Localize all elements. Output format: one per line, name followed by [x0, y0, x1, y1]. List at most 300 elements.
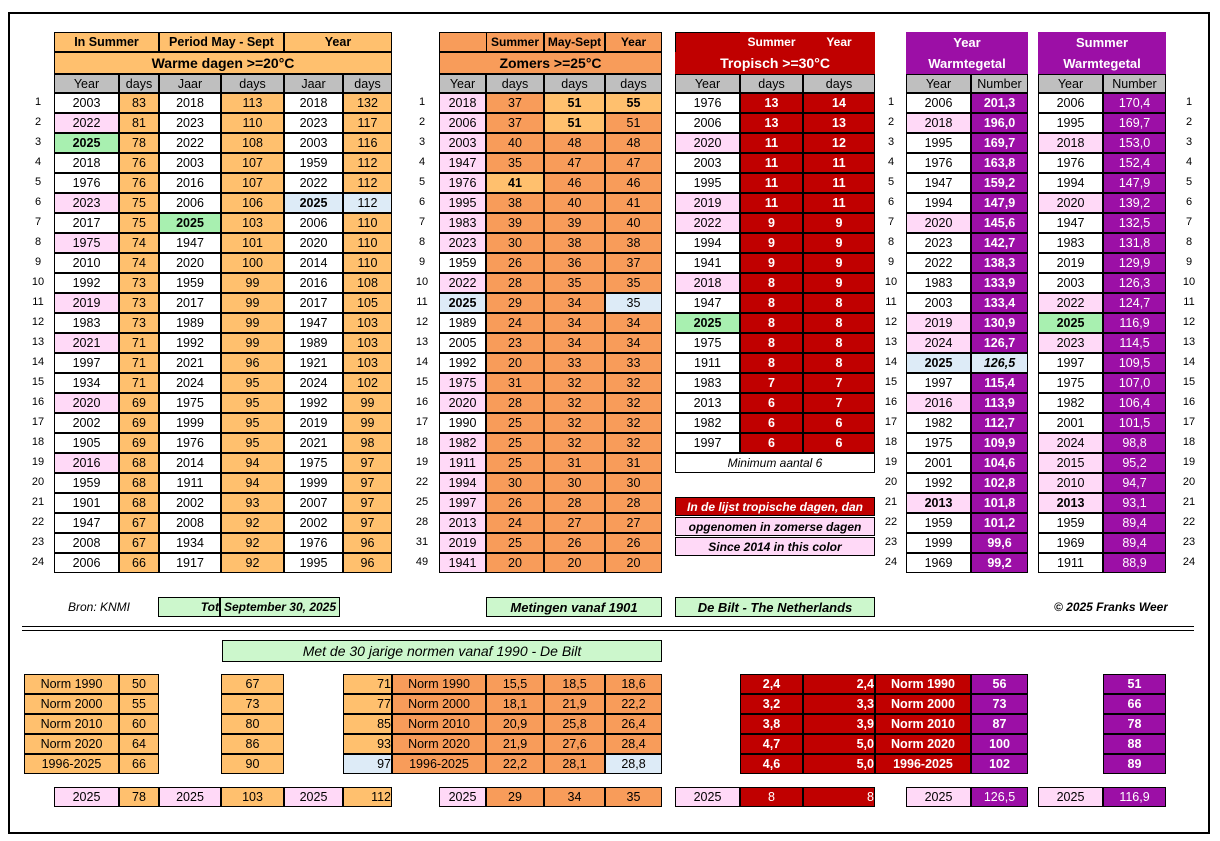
table-cell: 87 [971, 714, 1028, 734]
table-cell: 69 [119, 413, 159, 433]
table-cell: 1934 [159, 533, 221, 553]
table-cell: 1947 [439, 153, 486, 173]
column-header: days [544, 74, 605, 93]
norm-label: Norm 1990 [24, 674, 119, 694]
row-number: 7 [1185, 216, 1193, 228]
table-cell: 2014 [159, 453, 221, 473]
table-cell: 8 [803, 353, 875, 373]
row-number: 10 [415, 276, 429, 288]
table-cell: 112 [343, 193, 392, 213]
table-cell: 3,9 [803, 714, 875, 734]
table-cell: 88,9 [1103, 553, 1166, 573]
table-cell: 27 [605, 513, 662, 533]
table-cell: 55 [119, 694, 159, 714]
row-number: 20 [1182, 476, 1196, 488]
table-cell: 1992 [159, 333, 221, 353]
table-cell: 1995 [439, 193, 486, 213]
row-number: 2 [34, 116, 42, 128]
table-cell: 106 [221, 193, 284, 213]
table-cell: 74 [119, 233, 159, 253]
table-cell: In Summer [54, 32, 159, 52]
table-cell: 2018 [439, 93, 486, 113]
table-cell: 2020 [439, 393, 486, 413]
table-cell: 78 [1103, 714, 1166, 734]
table-cell: 2025 [906, 787, 971, 807]
table-cell: 2019 [906, 313, 971, 333]
table-cell: 112 [343, 153, 392, 173]
table-cell: 32 [605, 413, 662, 433]
row-number: 3 [34, 136, 42, 148]
table-cell: 145,6 [971, 213, 1028, 233]
table-cell: 2025 [159, 787, 221, 807]
table-cell: 32 [605, 393, 662, 413]
table-cell: 1995 [1038, 113, 1103, 133]
table-cell: 99 [221, 273, 284, 293]
table-cell: 50 [119, 674, 159, 694]
norm-label: Norm 2000 [875, 694, 971, 714]
table-cell: 2013 [906, 493, 971, 513]
norm-label: Norm 2020 [24, 734, 119, 754]
table-cell: 7 [803, 393, 875, 413]
table-cell: 103 [343, 353, 392, 373]
table-cell: 80 [221, 714, 284, 734]
table-cell: 100 [221, 253, 284, 273]
table-cell: 88 [1103, 734, 1166, 754]
table-cell: 2019 [54, 293, 119, 313]
table-cell: 26 [605, 533, 662, 553]
legend-zomer: opgenomen in zomerse dagen [675, 517, 875, 536]
table-cell: 86 [221, 734, 284, 754]
table-cell: 130,9 [971, 313, 1028, 333]
table-cell: 103 [221, 787, 284, 807]
table-cell: 124,7 [1103, 293, 1166, 313]
row-number: 5 [887, 176, 895, 188]
table-cell: 131,8 [1103, 233, 1166, 253]
table-cell: 2006 [1038, 93, 1103, 113]
copyright: © 2025 Franks Weer [1053, 600, 1168, 614]
table-cell: 99 [343, 393, 392, 413]
table-cell: 28 [605, 493, 662, 513]
table-cell: 75 [119, 213, 159, 233]
row-number: 9 [34, 256, 42, 268]
table-cell: 26 [486, 253, 544, 273]
table-cell: 2016 [54, 453, 119, 473]
tot-label: Tot [158, 597, 220, 617]
table-cell: 40 [605, 213, 662, 233]
table-cell: 2022 [159, 133, 221, 153]
table-cell: 73 [119, 273, 159, 293]
table-cell: 22,2 [605, 694, 662, 714]
table-cell: 2017 [54, 213, 119, 233]
table-cell: 24 [486, 313, 544, 333]
table-cell: 2003 [159, 153, 221, 173]
table-cell: 1976 [284, 533, 343, 553]
table-cell: 2019 [284, 413, 343, 433]
table-cell: 2024 [284, 373, 343, 393]
table-cell: 69 [119, 393, 159, 413]
table-cell: 2025 [1038, 787, 1103, 807]
table-cell: 51 [605, 113, 662, 133]
table-cell: 109,9 [971, 433, 1028, 453]
row-number: 4 [418, 156, 426, 168]
row-number: 19 [415, 456, 429, 468]
row-number: 18 [415, 436, 429, 448]
row-number: 49 [415, 556, 429, 568]
table-cell: 3,2 [740, 694, 803, 714]
table-cell: 1999 [159, 413, 221, 433]
table-cell: 1983 [675, 373, 740, 393]
table-cell: 2006 [54, 553, 119, 573]
row-number: 4 [1185, 156, 1193, 168]
table-cell: 11 [803, 193, 875, 213]
table-cell: 26 [544, 533, 605, 553]
table-cell: Period May - Sept [159, 32, 284, 52]
table-cell: 73 [221, 694, 284, 714]
row-number: 5 [34, 176, 42, 188]
table-cell: 2025 [675, 313, 740, 333]
row-number: 1 [34, 96, 42, 108]
table-cell: 107,0 [1103, 373, 1166, 393]
row-number: 4 [887, 156, 895, 168]
table-cell: 2006 [675, 113, 740, 133]
table-cell: 2025 [284, 193, 343, 213]
table-cell: 2008 [159, 513, 221, 533]
table-cell: 112 [343, 173, 392, 193]
table-cell: 126,5 [971, 353, 1028, 373]
table-cell: 32 [544, 393, 605, 413]
table-cell: 110 [343, 213, 392, 233]
table-cell: 93,1 [1103, 493, 1166, 513]
table-cell: 2025 [439, 787, 486, 807]
table-cell: 2010 [1038, 473, 1103, 493]
row-number: 15 [1182, 376, 1196, 388]
table-cell: 1959 [439, 253, 486, 273]
table-cell: 2014 [284, 253, 343, 273]
table-cell: 2006 [439, 113, 486, 133]
table-cell: 2010 [54, 253, 119, 273]
table-cell: 8 [740, 313, 803, 333]
separator-line [22, 626, 1194, 627]
table-cell: 102,8 [971, 473, 1028, 493]
table-cell: 2001 [906, 453, 971, 473]
table-cell: 37 [605, 253, 662, 273]
table-cell: 99,6 [971, 533, 1028, 553]
row-number: 3 [1185, 136, 1193, 148]
table-cell: 8 [803, 293, 875, 313]
table-cell: 2025 [284, 787, 343, 807]
column-header: Number [1103, 74, 1166, 93]
column-header: Jaar [284, 74, 343, 93]
row-number: 19 [884, 456, 898, 468]
table-cell: 18,1 [486, 694, 544, 714]
table-cell: 18,6 [605, 674, 662, 694]
table-cell: 2013 [675, 393, 740, 413]
row-number: 12 [415, 316, 429, 328]
table-cell: 28,1 [544, 754, 605, 774]
table-cell: 1976 [1038, 153, 1103, 173]
row-number: 17 [1182, 416, 1196, 428]
table-cell: 11 [803, 153, 875, 173]
table-cell: 2002 [159, 493, 221, 513]
row-number: 25 [415, 496, 429, 508]
table-cell: 1975 [1038, 373, 1103, 393]
table-cell: 112 [343, 787, 392, 807]
table-cell: 1995 [906, 133, 971, 153]
row-number: 6 [1185, 196, 1193, 208]
row-number: 6 [887, 196, 895, 208]
table-cell: 2023 [1038, 333, 1103, 353]
table-cell: 1975 [159, 393, 221, 413]
row-number: 7 [34, 216, 42, 228]
row-number: 12 [1182, 316, 1196, 328]
table-cell: 2024 [906, 333, 971, 353]
table-cell: 1947 [906, 173, 971, 193]
table-cell: 96 [343, 553, 392, 573]
table-cell: 9 [740, 233, 803, 253]
table-cell: 6 [803, 413, 875, 433]
table-cell: 1983 [906, 273, 971, 293]
table-cell: 89 [1103, 754, 1166, 774]
norm-label: Norm 2020 [392, 734, 486, 754]
table-cell: 96 [221, 353, 284, 373]
row-number: 22 [884, 516, 898, 528]
table-cell: 35 [605, 787, 662, 807]
table-cell: 2006 [284, 213, 343, 233]
table-cell: 1982 [906, 413, 971, 433]
row-number: 21 [31, 496, 45, 508]
table-cell: 20,9 [486, 714, 544, 734]
table-cell: 1959 [159, 273, 221, 293]
table-cell: 35 [486, 153, 544, 173]
table-cell: 108 [221, 133, 284, 153]
row-number: 28 [415, 516, 429, 528]
table-cell: 2018 [1038, 133, 1103, 153]
metingen-label: Metingen vanaf 1901 [486, 597, 662, 617]
table-cell: 2022 [1038, 293, 1103, 313]
table-cell: 28,4 [605, 734, 662, 754]
row-number: 7 [418, 216, 426, 228]
table-cell: 2019 [439, 533, 486, 553]
location-label: De Bilt - The Netherlands [675, 597, 875, 617]
table-cell: 71 [343, 674, 392, 694]
table-cell: 24 [486, 513, 544, 533]
table-cell: 126,3 [1103, 273, 1166, 293]
table-cell: 2023 [439, 233, 486, 253]
row-number: 6 [418, 196, 426, 208]
table-cell: 92 [221, 513, 284, 533]
table-cell: 103 [221, 213, 284, 233]
row-number: 8 [34, 236, 42, 248]
row-number: 20 [884, 476, 898, 488]
table-cell: 1982 [1038, 393, 1103, 413]
table-cell: 7 [740, 373, 803, 393]
table-cell: 152,4 [1103, 153, 1166, 173]
table-cell: 201,3 [971, 93, 1028, 113]
table-cell: 2025 [675, 787, 740, 807]
row-number: 24 [884, 556, 898, 568]
table-cell: 2021 [54, 333, 119, 353]
table-cell: 2022 [906, 253, 971, 273]
table-cell: 147,9 [1103, 173, 1166, 193]
table-cell: 22,2 [486, 754, 544, 774]
table-cell: 41 [486, 173, 544, 193]
table-cell: 28 [486, 393, 544, 413]
table-cell: 30 [486, 473, 544, 493]
table-cell: 20 [486, 353, 544, 373]
table-cell: 5,0 [803, 734, 875, 754]
table-cell: 2016 [906, 393, 971, 413]
table-cell: 138,3 [971, 253, 1028, 273]
table-cell: 11 [803, 173, 875, 193]
table-cell: 1941 [439, 553, 486, 573]
row-number: 13 [884, 336, 898, 348]
table-cell: 33 [544, 353, 605, 373]
column-header: days [119, 74, 159, 93]
row-number: 6 [34, 196, 42, 208]
table-cell: 1911 [439, 453, 486, 473]
table-cell: 1992 [439, 353, 486, 373]
table-cell: 169,7 [1103, 113, 1166, 133]
table-cell: 5,0 [803, 754, 875, 774]
table-cell: 2022 [439, 273, 486, 293]
row-number: 17 [31, 416, 45, 428]
table-cell: 109,5 [1103, 353, 1166, 373]
table-cell: 1994 [439, 473, 486, 493]
table-cell: 1934 [54, 373, 119, 393]
table-cell: 73 [971, 694, 1028, 714]
column-header: days [605, 74, 662, 93]
table-cell: 105 [343, 293, 392, 313]
table-cell: 68 [119, 453, 159, 473]
table-cell: 110 [343, 233, 392, 253]
table-cell: 41 [605, 193, 662, 213]
table-cell: 40 [544, 193, 605, 213]
table-cell: 78 [119, 787, 159, 807]
table-cell: 98,8 [1103, 433, 1166, 453]
table-cell: 68 [119, 473, 159, 493]
row-number: 8 [887, 236, 895, 248]
table-cell: 2020 [159, 253, 221, 273]
table-cell: 9 [740, 253, 803, 273]
table-cell: 37 [486, 93, 544, 113]
table-cell: 1997 [54, 353, 119, 373]
row-number: 16 [31, 396, 45, 408]
row-number: 2 [1185, 116, 1193, 128]
norm-label: 1996-2025 [24, 754, 119, 774]
table-cell: 1905 [54, 433, 119, 453]
row-number: 10 [884, 276, 898, 288]
table-cell: 34 [544, 333, 605, 353]
table-cell: 23 [486, 333, 544, 353]
table-cell: 99 [221, 293, 284, 313]
table-cell: 1994 [906, 193, 971, 213]
table-cell: 25 [486, 453, 544, 473]
table-cell: 1947 [159, 233, 221, 253]
table-cell: 2025 [906, 353, 971, 373]
table-cell: 32 [605, 373, 662, 393]
table-cell: 28,8 [605, 754, 662, 774]
row-number: 14 [415, 356, 429, 368]
table-cell: 27 [544, 513, 605, 533]
table-cell: 6 [803, 433, 875, 453]
table-cell: 108 [343, 273, 392, 293]
table-cell: 110 [343, 253, 392, 273]
table-cell: 32 [544, 413, 605, 433]
table-cell: 30 [544, 473, 605, 493]
table-cell: 2001 [1038, 413, 1103, 433]
table-cell: 2019 [675, 193, 740, 213]
table-cell: 66 [1103, 694, 1166, 714]
row-number: 16 [415, 396, 429, 408]
table-cell: 103 [343, 313, 392, 333]
table-cell: 6 [740, 433, 803, 453]
table-cell: 107 [221, 173, 284, 193]
table-cell: 18,5 [544, 674, 605, 694]
table-cell: 28 [486, 273, 544, 293]
table-cell: 95 [221, 373, 284, 393]
table-cell: 26 [486, 493, 544, 513]
table-cell: 117 [343, 113, 392, 133]
table-cell: Year [803, 32, 875, 52]
table-cell: 94 [221, 453, 284, 473]
table-cell: 1959 [284, 153, 343, 173]
table-cell: 35 [605, 273, 662, 293]
table-cell: 170,4 [1103, 93, 1166, 113]
table-cell: 71 [119, 333, 159, 353]
table-cell: 2005 [439, 333, 486, 353]
table-cell: 1975 [284, 453, 343, 473]
table-cell: 12 [803, 133, 875, 153]
table-cell: 3,3 [803, 694, 875, 714]
table-cell: 21,9 [544, 694, 605, 714]
table-cell: Summer [486, 32, 544, 52]
row-number: 18 [31, 436, 45, 448]
table-cell: 8 [740, 293, 803, 313]
row-number: 1 [418, 96, 426, 108]
norm-label: Norm 2000 [392, 694, 486, 714]
table-cell: 2021 [159, 353, 221, 373]
norm-label: Norm 2010 [875, 714, 971, 734]
table-cell: 104,6 [971, 453, 1028, 473]
table-cell: 97 [343, 513, 392, 533]
table-cell: 2,4 [803, 674, 875, 694]
table-cell: 34 [544, 313, 605, 333]
row-number: 12 [884, 316, 898, 328]
table-cell: 2013 [1038, 493, 1103, 513]
column-header: days [486, 74, 544, 93]
table-cell: 2003 [1038, 273, 1103, 293]
table-cell: 133,4 [971, 293, 1028, 313]
table-cell: 96 [343, 533, 392, 553]
table-cell: 1959 [906, 513, 971, 533]
table-cell: 38 [486, 193, 544, 213]
table-cell: 1995 [284, 553, 343, 573]
table-cell: 25,8 [544, 714, 605, 734]
table-cell: 1992 [906, 473, 971, 493]
table-cell: 46 [544, 173, 605, 193]
table-cell: 2023 [54, 193, 119, 213]
table-cell: 112,7 [971, 413, 1028, 433]
table-cell: 68 [119, 493, 159, 513]
table-cell: 97 [343, 453, 392, 473]
table-cell: 169,7 [971, 133, 1028, 153]
table-cell: 2003 [675, 153, 740, 173]
table-cell: 2017 [284, 293, 343, 313]
table-cell: 113 [221, 93, 284, 113]
table-cell: 97 [343, 473, 392, 493]
table-cell: 28 [544, 493, 605, 513]
table-cell: 4,6 [740, 754, 803, 774]
